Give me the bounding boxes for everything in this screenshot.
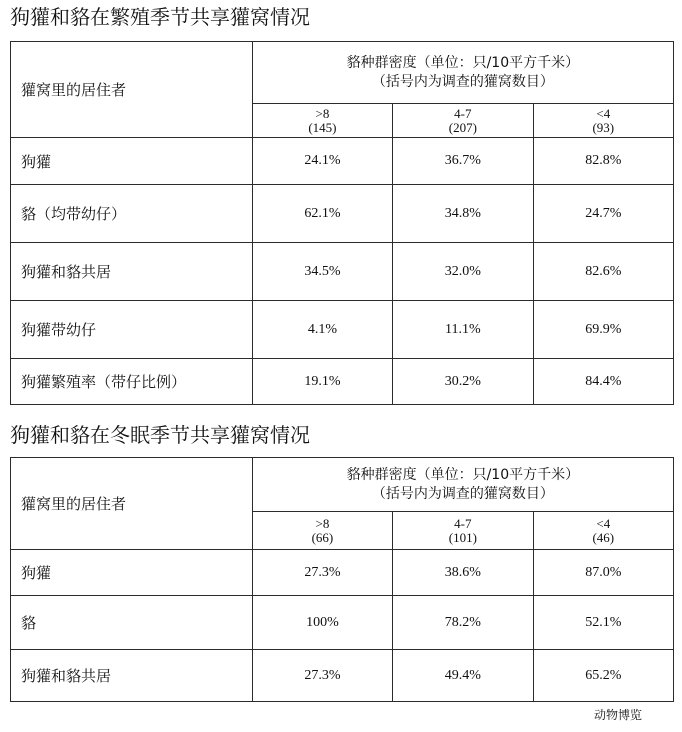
table1-density-line1: 貉种群密度（单位：只/10平方千米） (346, 54, 580, 71)
row-label: 狗獾和貉共居 (11, 650, 253, 702)
table1-col-count: (145) (308, 119, 337, 135)
table2-col-range: 4-7 (454, 515, 472, 531)
table2-col-count: (66) (311, 529, 334, 545)
table-cell: 62.1% (252, 185, 392, 243)
breeding-season-table (10, 41, 674, 405)
table-row (11, 301, 674, 359)
table-row (11, 185, 674, 243)
table-cell: 11.1% (393, 301, 533, 359)
row-label: 狗獾带幼仔 (11, 301, 253, 359)
table2-col-header-mid (393, 512, 533, 550)
table2-density-header (252, 458, 673, 512)
row-label: 貉 (11, 596, 253, 650)
table-cell: 84.4% (533, 359, 673, 405)
table-cell: 34.8% (393, 185, 533, 243)
table-cell: 49.4% (393, 650, 533, 702)
table1-col-count: (207) (448, 119, 477, 135)
table2-title: 狗獾和貉在冬眠季节共享獾窝情况 (10, 423, 310, 447)
table-cell: 4.1% (252, 301, 392, 359)
table-cell: 100% (252, 596, 392, 650)
table-cell: 27.3% (252, 550, 392, 596)
table-row (11, 138, 674, 185)
table1-row-header-label: 獾窝里的居住者 (11, 42, 253, 138)
hibernation-season-table (10, 457, 674, 702)
table-cell: 65.2% (533, 650, 673, 702)
table-cell: 30.2% (393, 359, 533, 405)
row-label: 狗獾 (11, 550, 253, 596)
table-row (11, 243, 674, 301)
table1-header-row (11, 42, 674, 104)
row-label: 狗獾和貉共居 (11, 243, 253, 301)
source-credit: 动物博览 (593, 708, 642, 722)
table1-col-range: >8 (315, 105, 330, 121)
table2-row-header-label: 獾窝里的居住者 (11, 458, 253, 550)
table-cell: 78.2% (393, 596, 533, 650)
table1-col-count: (93) (592, 119, 615, 135)
table-cell: 19.1% (252, 359, 392, 405)
table-cell: 82.8% (533, 138, 673, 185)
table-row (11, 550, 674, 596)
table1-title: 狗獾和貉在繁殖季节共享獾窝情况 (10, 5, 310, 29)
table2-density-line2: （括号内为调查的獾窝数目） (371, 485, 554, 502)
table2-col-header-low (533, 512, 673, 550)
table-cell: 87.0% (533, 550, 673, 596)
table1-col-header-mid (393, 104, 533, 138)
table2-header-row (11, 458, 674, 512)
table1-col-header-low (533, 104, 673, 138)
table-cell: 32.0% (393, 243, 533, 301)
table2-density-line1: 貉种群密度（单位：只/10平方千米） (346, 466, 580, 483)
table1-col-range: <4 (596, 105, 611, 121)
table-cell: 82.6% (533, 243, 673, 301)
table2-col-count: (46) (592, 529, 615, 545)
table2-col-header-high (252, 512, 392, 550)
table-cell: 69.9% (533, 301, 673, 359)
table1-density-line2: （括号内为调查的獾窝数目） (371, 73, 554, 90)
table-cell: 24.7% (533, 185, 673, 243)
table-row (11, 650, 674, 702)
table-cell: 27.3% (252, 650, 392, 702)
row-label: 貉（均带幼仔） (11, 185, 253, 243)
table1-col-range: 4-7 (454, 105, 472, 121)
table2-col-range: <4 (596, 515, 611, 531)
table-row (11, 596, 674, 650)
table-cell: 36.7% (393, 138, 533, 185)
row-label: 狗獾繁殖率（带仔比例） (11, 359, 253, 405)
table-cell: 38.6% (393, 550, 533, 596)
table1-col-header-high (252, 104, 392, 138)
table-cell: 34.5% (252, 243, 392, 301)
table2-col-range: >8 (315, 515, 330, 531)
row-label: 狗獾 (11, 138, 253, 185)
table1-density-header (252, 42, 673, 104)
table-cell: 52.1% (533, 596, 673, 650)
table2-col-count: (101) (448, 529, 477, 545)
table-row (11, 359, 674, 405)
table-cell: 24.1% (252, 138, 392, 185)
